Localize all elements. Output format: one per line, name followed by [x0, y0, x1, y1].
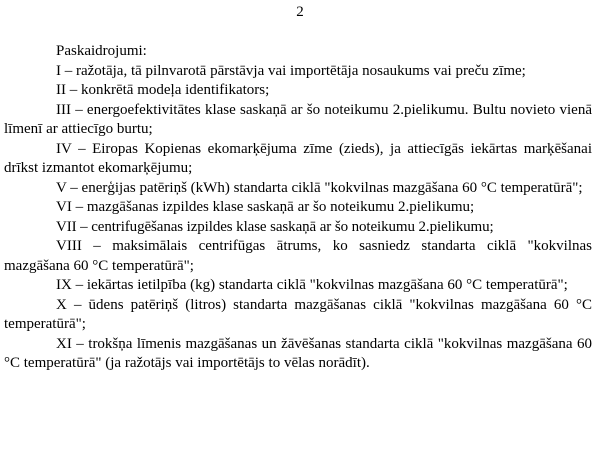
page-number: 2 — [296, 4, 304, 20]
explanations-heading: Paskaidrojumi: — [56, 43, 147, 59]
explanation-item-v: V – enerģijas patēriņš (kWh) standarta ciklā "kokvilnas mazgāšana 60 °C temperatūrā"; — [56, 179, 583, 196]
explanation-item-ix: IX – iekārtas ietilpība (kg) standarta ciklā "kokvilnas mazgāšana 60 °C temperatūrā"; — [56, 277, 568, 293]
explanation-item-i: I – ražotāja, tā pilnvarotā pārstāvja vai importētāja nosaukums vai preču zīme; — [56, 62, 526, 79]
explanation-item-viii: VIII – maksimālais centrifūgas ātrums, ko sasniedz standarta ciklā "kokvilnas mazgāšana 60 °C temperatūrā"; — [4, 238, 592, 274]
explanation-item-x: X – ūdens patēriņš (litros) standarta mazgāšanas ciklā "kokvilnas mazgāšana 60 °C temperatūrā"; — [4, 296, 592, 332]
explanation-item-vi: VI – mazgāšanas izpildes klase saskaņā ar šo noteikumu 2.pielikumu; — [56, 199, 475, 215]
document-body — [4, 42, 592, 374]
explanation-item-iv: IV – Eiropas Kopienas ekomarķējuma zīme (zieds), ja attiecīgās iekārtas marķēšanai drīkst izmantot ekomarķējumu; — [4, 140, 592, 176]
explanation-item-vii: VII – centrifugēšanas izpildes klase saskaņā ar šo noteikumu 2.pielikumu; — [56, 218, 494, 235]
explanation-item-iii: III – energoefektivitātes klase saskaņā ar šo noteikumu 2.pielikumu. Bultu novieto vienā līmenī ar attiecīgo burtu; — [4, 101, 592, 137]
explanation-item-xi: XI – trokšņa līmenis mazgāšanas un žāvēšanas standarta ciklā "kokvilnas mazgāšana 60 °C temperatūrā" (ja ražotājs vai importētājs to vēlas norādīt). — [4, 335, 592, 371]
explanation-item-ii: II – konkrētā modeļa identifikators; — [56, 82, 270, 98]
